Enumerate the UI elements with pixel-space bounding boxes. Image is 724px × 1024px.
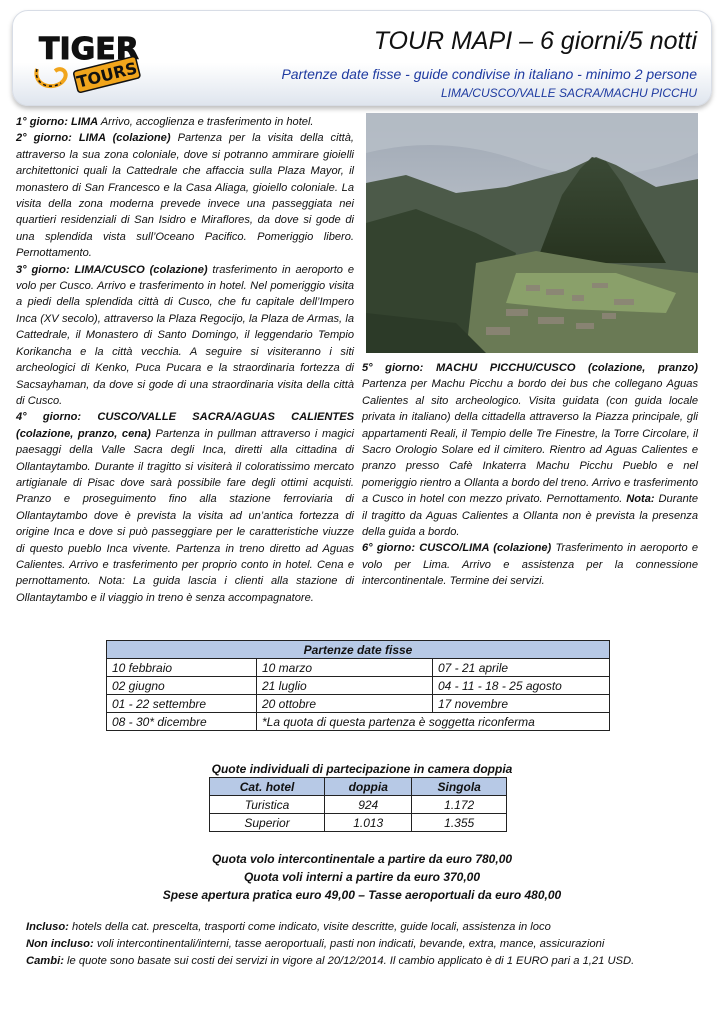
table-row: [107, 713, 610, 731]
tour-subtitle: Partenze date fisse - guide condivise in italiano - minimo 2 persone: [281, 66, 697, 82]
cost-fees: Spese apertura pratica euro 49,00 – Tasse aeroportuali da euro 480,00: [162, 888, 562, 902]
departures-table: [106, 640, 610, 731]
day-6-text: Trasferimento in aeroporto e volo per Lima. Arrivo e assistenza per la connessione intercontinentale. Termine dei servizi.: [362, 542, 698, 588]
footer-notes: [26, 919, 700, 970]
table-cell: 17 novembre: [433, 695, 610, 713]
table-cell: 20 ottobre: [257, 695, 433, 713]
day-2: [16, 130, 354, 261]
day-4: [16, 409, 354, 606]
departure-note: *La quota di questa partenza è soggetta riconferma: [257, 713, 610, 731]
day-3-text: trasferimento in aeroporto e volo per Cusco. Arrivo e trasferimento in hotel. Nel pomeriggio visita a piedi della splendida città di Cusco, che fu capitale dell’Impero Inca (XV secolo), attraverso la Plaza Regocijo, la Plaza de Armas, la Cattedrale, il Monastero di Santo Domingo, il leggendario Tempio Korikancha e la città vecchia. A seguire si visiteranno i siti archeologici di Kenko, Puca Pucara e la straordinaria fortezza di Sacsayhaman, da dove si gode di una straordinaria visita della città di Cusco.: [16, 263, 354, 407]
table-cell: Turistica: [210, 796, 325, 814]
table-cell: 10 febbraio: [107, 659, 257, 677]
logo-tours-text: TOURS: [74, 58, 140, 92]
table-cell: 04 - 11 - 18 - 25 agosto: [433, 677, 610, 695]
machu-picchu-illustration: [366, 113, 698, 353]
itinerary-left-column: [16, 114, 354, 606]
column-header: Singola: [412, 778, 507, 796]
table-cell: 08 - 30* dicembre: [107, 713, 257, 731]
table-cell: 1.355: [412, 814, 507, 832]
table-cell: Superior: [210, 814, 325, 832]
departures-title: Partenze date fisse: [107, 641, 610, 659]
departures-header-row: [107, 641, 610, 659]
cambi-text: le quote sono basate sui costi dei servizi in vigore al 20/12/2014. Il cambio applicato è di 1 EURO pari a 1,21 USD.: [63, 955, 635, 967]
non-incluso-line: [26, 936, 700, 953]
incluso-text: hotels della cat. prescelta, trasporti come indicato, visite descritte, guide locali, assistenza in loco: [68, 921, 551, 933]
day-5-text: Partenza per Machu Picchu a bordo dei bus che collegano Aguas Calientes al sito archeologico. Visita guidata (con guida locale privata in italiano) della cittadella attraverso la Piazza principale, gli appartamenti Reali, il Tempio delle Tre Finestre, la Torre Circolare, il Sacro Orologio Solare ed il cimitero. Rientro ad Aguas Calientes e pranzo presso Cafè Inkaterra Machu Picchu Pueblo e nel pomeriggio rientro a Ollanta a bordo del treno. Arrivo e trasferimento a Cusco in hotel con mezzo privato. Pernottamento.: [362, 378, 698, 506]
costs-block: [0, 850, 724, 904]
cambi-line: [26, 953, 700, 970]
table-cell: 21 luglio: [257, 677, 433, 695]
table-cell: 924: [325, 796, 412, 814]
table-cell: 10 marzo: [257, 659, 433, 677]
day-5-nota-text: Durante il tragitto da Aguas Calientes a Ollanta non è prevista la presenza della guida a bordo.: [362, 493, 698, 539]
day-2-text: Partenza per la visita della città, attraverso la sua zona coloniale, dove si potranno ammirare gioielli architettonici quali la Cattedrale che affaccia sulla Plaza Mayor, il monastero di San Francesco e la Casa Aliaga, gioiello coloniale. La visita della zona moderna prevede invece una passeggiata nei quartieri residenziali di San Isidro e Miraflores, da dove si gode di una splendida vista sull’Oceano Pacifico. Pomeriggio libero. Pernottamento.: [16, 132, 354, 260]
itinerary-right-column: [362, 360, 698, 590]
quotes-table: [209, 777, 507, 832]
table-row: [107, 695, 610, 713]
table-row: [210, 814, 507, 832]
table-row: [107, 659, 610, 677]
table-cell: 1.172: [412, 796, 507, 814]
day-2-label: 2° giorno: LIMA (colazione): [16, 132, 171, 145]
table-cell: 1.013: [325, 814, 412, 832]
table-cell: 02 giugno: [107, 677, 257, 695]
table-row: [210, 796, 507, 814]
day-6-label: 6° giorno: CUSCO/LIMA (colazione): [362, 542, 552, 555]
table-cell: 01 - 22 settembre: [107, 695, 257, 713]
column-header: doppia: [325, 778, 412, 796]
logo-tiger-text: TIGER: [39, 32, 139, 67]
day-5-label: 5° giorno: MACHU PICCHU/CUSCO (colazione, pranzo): [362, 362, 698, 374]
quotes-header-row: [210, 778, 507, 796]
day-3-label: 3° giorno: LIMA/CUSCO (colazione): [16, 263, 208, 276]
day-1-text: Arrivo, accoglienza e trasferimento in hotel.: [98, 116, 314, 128]
day-1-label: 1° giorno: LIMA: [16, 116, 99, 128]
incluso-label: Incluso:: [26, 921, 69, 933]
tiger-tours-logo: [31, 25, 149, 95]
non-incluso-label: Non incluso:: [26, 938, 94, 950]
day-5: [362, 360, 698, 540]
day-4-text: Partenza in pullman attraverso i magici paesaggi della Valle Sacra degli Inca, diretti alla cittadina di Ollantaytambo. Durante il tragitto si visiterà il coloratissimo mercato artigianale di Pisac dove sarà possibile fare degli ottimi acquisti. Pranzo e proseguimento fino alla stazione ferroviaria di Ollantaytambo dove è prevista la visita ad un’antica fortezza di origine Inca e dove si può passeggiare per le caratteristiche viuzze di questo pueblo Inca vivente. Partenza in treno diretto ad Aguas Calientes. Arrivo e trasferimento per proprio conto in hotel. Cena e pernottamento. Nota: La guida lascia i clienti alla stazione di Ollantaytambo e il viaggio in treno è senza accompagnatore.: [16, 427, 355, 604]
table-row: [107, 677, 610, 695]
machu-picchu-photo: [366, 113, 698, 353]
quotes-title: Quote individuali di partecipazione in camera doppia: [211, 762, 513, 776]
day-5-nota-label: Nota:: [622, 493, 655, 506]
tour-route: LIMA/CUSCO/VALLE SACRA/MACHU PICCHU: [440, 86, 697, 100]
day-6: [362, 540, 698, 589]
cambi-label: Cambi:: [26, 955, 64, 967]
column-header: Cat. hotel: [210, 778, 325, 796]
day-3: [16, 262, 354, 410]
cost-domestic: Quota voli interni a partire da euro 370,00: [243, 870, 481, 884]
table-cell: 07 - 21 aprile: [433, 659, 610, 677]
incluso-line: [26, 919, 700, 936]
non-incluso-text: voli intercontinentali/interni, tasse aeroportuali, pasti non indicati, bevande, extra, mance, assicurazioni: [93, 938, 605, 950]
tour-title: TOUR MAPI – 6 giorni/5 notti: [373, 27, 697, 55]
cost-intercontinental: Quota volo intercontinentale a partire da euro 780,00: [211, 852, 513, 866]
day-4-label: 4° giorno: CUSCO/VALLE SACRA/AGUAS CALIENTES (colazione, pranzo, cena): [16, 411, 354, 440]
day-1: [16, 114, 354, 130]
header-banner: [12, 10, 712, 106]
